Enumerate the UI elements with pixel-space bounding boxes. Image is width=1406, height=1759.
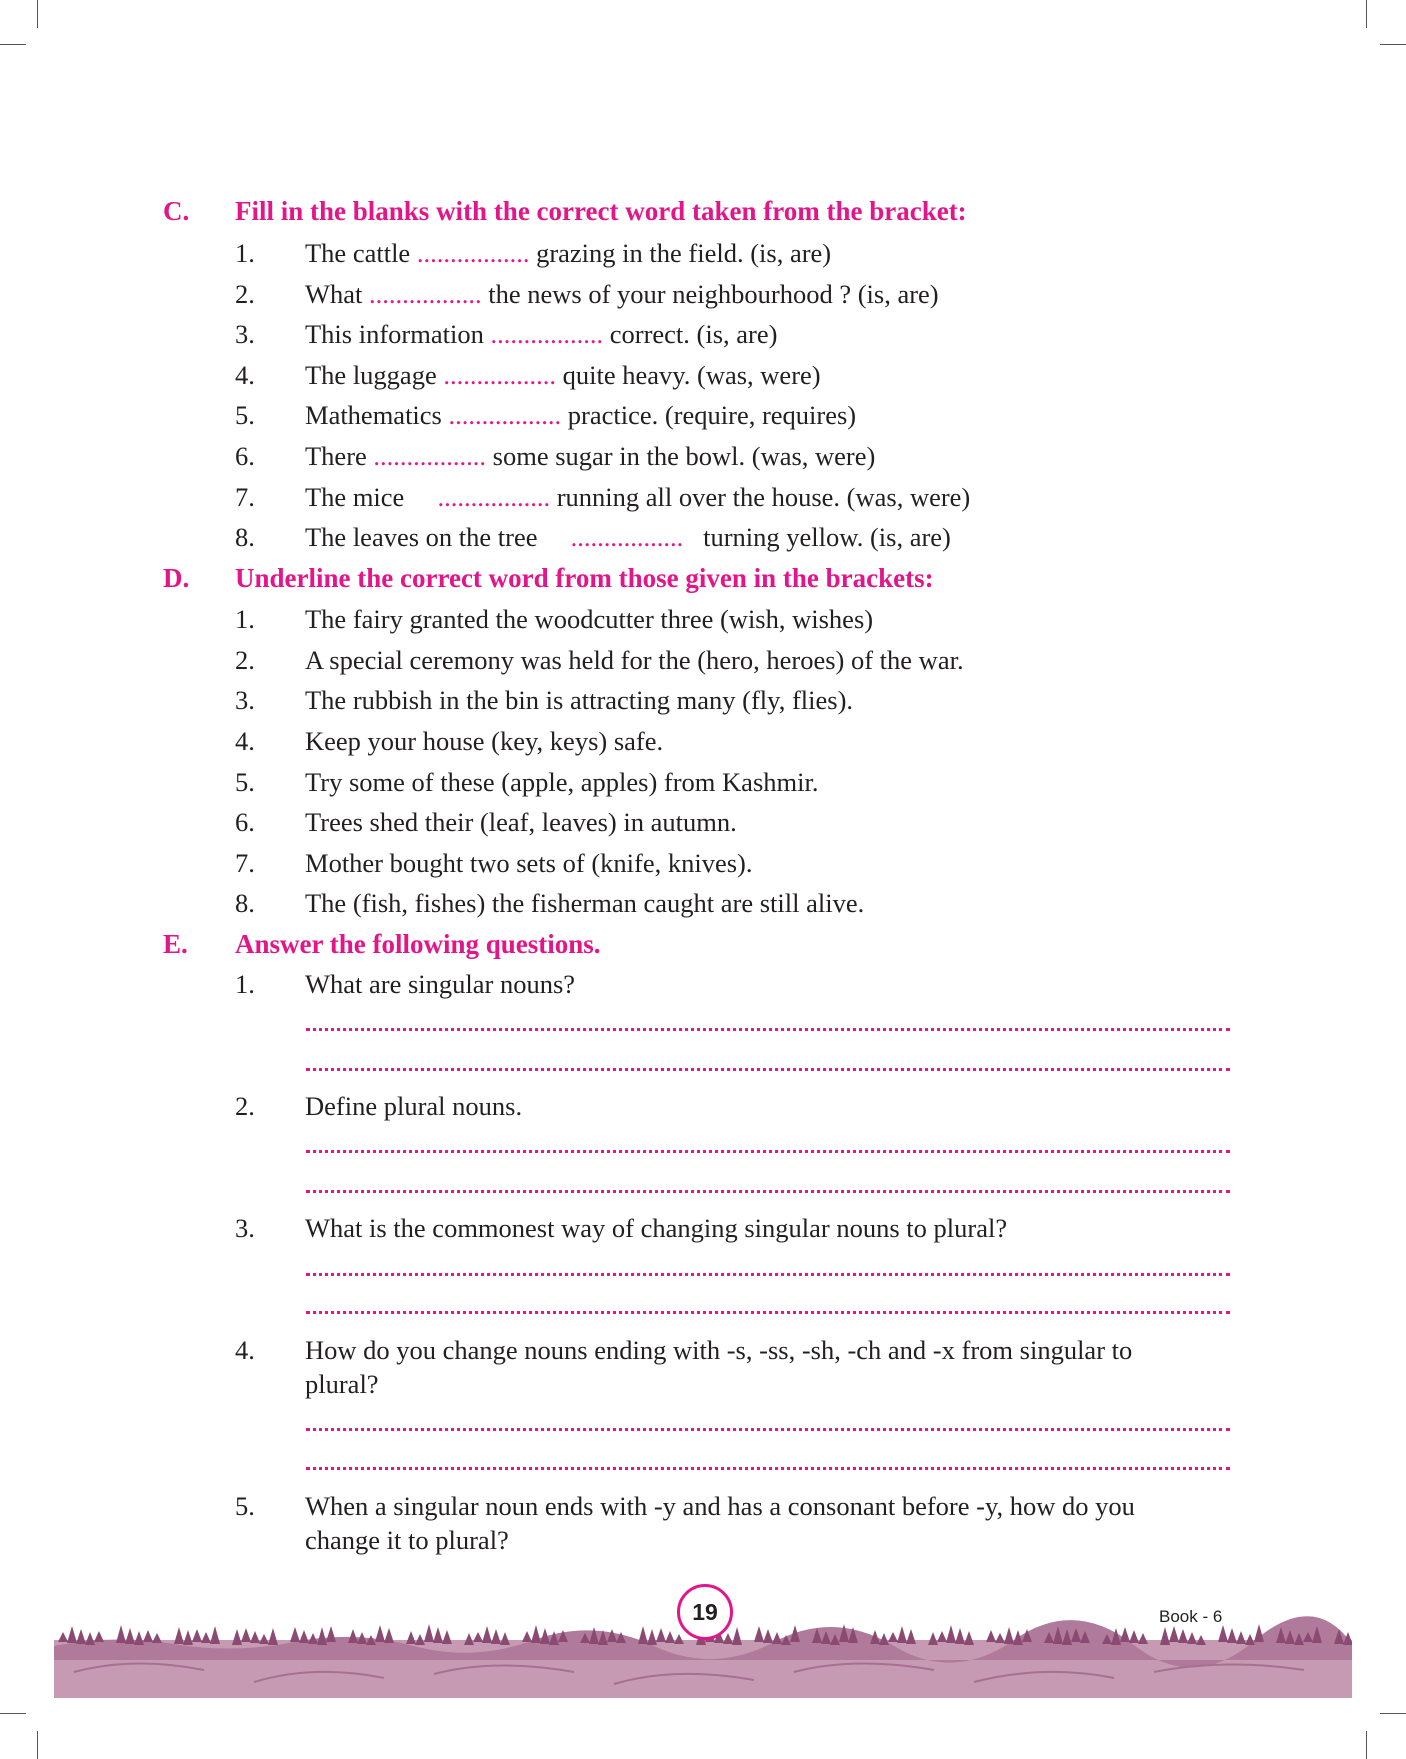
tree-icon — [143, 1630, 153, 1642]
answer-line[interactable] — [306, 1150, 1230, 1153]
item-number: 3. — [235, 1213, 255, 1243]
tree-icon — [1138, 1633, 1148, 1644]
tree-icon — [464, 1633, 474, 1645]
item-number: 4. — [235, 726, 255, 756]
tree-icon — [116, 1625, 126, 1643]
answer-line[interactable] — [306, 1467, 1230, 1470]
item-number: 1. — [235, 969, 255, 999]
tree-icon — [192, 1629, 202, 1642]
blank[interactable]: ................. — [490, 319, 604, 349]
tree-icon — [85, 1632, 95, 1645]
tree-icon — [1004, 1627, 1014, 1644]
item-number: 6. — [235, 807, 255, 837]
answer-line[interactable] — [306, 1028, 1230, 1031]
item-text: A special ceremony was held for the (hero, heroes) of the war. — [305, 645, 964, 675]
tree-icon — [259, 1634, 269, 1644]
item-text: Trees shed their (leaf, leaves) in autumn. — [305, 807, 737, 837]
tree-icon — [986, 1630, 996, 1642]
crop-mark — [1366, 0, 1367, 28]
item-number: 4. — [235, 1335, 255, 1365]
question-text: How do you change nouns ending with -s, -ss, -sh, -ch and -x from singular to — [305, 1335, 1133, 1365]
tree-icon — [1129, 1630, 1139, 1643]
tree-icon — [946, 1625, 956, 1643]
item-number: 8. — [235, 888, 255, 918]
tree-icon — [384, 1628, 394, 1643]
tree-icon — [406, 1631, 416, 1644]
tree-icon — [1245, 1634, 1255, 1645]
section-title: Underline the correct word from those given in the brackets: — [235, 563, 934, 593]
item-text: The rubbish in the bin is attracting many (fly, flies). — [305, 685, 854, 715]
tree-icon — [1160, 1627, 1170, 1645]
tree-icon — [500, 1632, 510, 1645]
item-text: The mice ................. running all over the house. (was, were) — [305, 482, 971, 512]
tree-icon — [433, 1627, 443, 1643]
crop-mark — [37, 0, 38, 28]
item-text: The luggage ................. quite heavy. (was, were) — [305, 360, 821, 390]
tree-icon — [473, 1632, 483, 1642]
tree-icon — [888, 1632, 898, 1642]
tree-icon — [125, 1628, 135, 1644]
section-title: Fill in the blanks with the correct word taken from the bracket: — [235, 196, 967, 226]
tree-icon — [732, 1627, 742, 1645]
blank[interactable]: ................. — [369, 279, 482, 309]
blank[interactable]: ................. — [416, 238, 530, 268]
question-text: When a singular noun ends with -y and has a consonant before -y, how do you — [305, 1491, 1135, 1521]
tree-icon — [995, 1633, 1005, 1643]
item-number: 8. — [235, 522, 255, 552]
tree-icon — [317, 1627, 327, 1645]
item-text: The fairy granted the woodcutter three (wish, wishes) — [305, 604, 874, 634]
item-number: 3. — [235, 685, 255, 715]
section-letter: C. — [163, 196, 190, 226]
item-text: The cattle ................. grazing in the field. (is, are) — [305, 238, 832, 268]
tree-icon — [665, 1631, 675, 1643]
item-text: Try some of these (apple, apples) from Kashmir. — [305, 767, 819, 797]
item-number: 2. — [235, 1091, 255, 1121]
tree-icon — [674, 1634, 684, 1644]
tree-icon — [1169, 1626, 1179, 1642]
tree-icon — [134, 1631, 144, 1645]
crop-mark — [1380, 44, 1406, 45]
tree-icon — [763, 1629, 773, 1643]
tree-icon — [268, 1628, 278, 1645]
tree-icon — [531, 1625, 541, 1643]
tree-icon — [482, 1626, 492, 1643]
answer-line[interactable] — [306, 1068, 1230, 1071]
crop-mark — [0, 44, 26, 45]
item-text: Mother bought two sets of (knife, knives). — [305, 848, 753, 878]
item-text: What ................. the news of your neighbourhood ? (is, are) — [305, 279, 939, 309]
tree-icon — [906, 1629, 916, 1644]
item-text: The (fish, fishes) the fisherman caught are still alive. — [305, 888, 865, 918]
section-title: Answer the following questions. — [235, 929, 601, 959]
tree-icon — [348, 1629, 358, 1643]
item-number: 6. — [235, 441, 255, 471]
item-number: 7. — [235, 482, 255, 512]
section-letter: E. — [163, 929, 188, 959]
tree-icon — [424, 1624, 434, 1642]
tree-icon — [442, 1630, 452, 1644]
tree-icon — [1178, 1629, 1188, 1643]
tree-icon — [1187, 1632, 1197, 1644]
item-text: There ................. some sugar in the bowl. (was, were) — [305, 441, 876, 471]
tree-icon — [522, 1631, 532, 1642]
answer-line[interactable] — [306, 1428, 1230, 1431]
item-number: 5. — [235, 767, 255, 797]
answer-line[interactable] — [306, 1311, 1230, 1314]
item-text: Mathematics ................. practice. (require, requires) — [305, 400, 857, 430]
section-letter: D. — [163, 563, 190, 593]
tree-icon — [937, 1631, 947, 1642]
item-text: The leaves on the tree ................. turning yellow. (is, are) — [305, 522, 951, 552]
question-text: Define plural nouns. — [305, 1091, 523, 1121]
item-number: 4. — [235, 360, 255, 390]
tree-icon — [76, 1629, 86, 1644]
answer-line[interactable] — [306, 1190, 1230, 1193]
tree-icon — [67, 1626, 77, 1643]
crop-mark — [37, 1731, 38, 1759]
tree-icon — [955, 1628, 965, 1644]
answer-line[interactable] — [306, 1273, 1230, 1276]
question-text: What is the commonest way of changing singular nouns to plural? — [305, 1213, 1008, 1243]
tree-icon — [772, 1632, 782, 1644]
tree-icon — [299, 1630, 309, 1643]
item-text: Keep your house (key, keys) safe. — [305, 726, 664, 756]
page-number-badge: 19 — [677, 1584, 733, 1640]
tree-icon — [375, 1625, 385, 1642]
item-number: 1. — [235, 604, 255, 634]
tree-icon — [491, 1629, 501, 1644]
tree-icon — [754, 1626, 764, 1642]
item-number: 1. — [235, 238, 255, 268]
tree-icon — [964, 1631, 974, 1645]
crop-mark — [0, 1713, 26, 1714]
tree-icon — [928, 1632, 938, 1645]
book-label: Book - 6 — [1159, 1607, 1223, 1626]
question-text: plural? — [305, 1369, 379, 1399]
tree-icon — [897, 1626, 907, 1643]
tree-icon — [210, 1626, 220, 1644]
tree-icon — [290, 1627, 300, 1642]
item-number: 2. — [235, 645, 255, 675]
tree-icon — [250, 1631, 260, 1643]
item-number: 7. — [235, 848, 255, 878]
tree-icon — [723, 1633, 733, 1644]
tree-icon — [1236, 1631, 1246, 1644]
item-text: This information ................. correct. (is, are) — [305, 319, 778, 349]
question-text: What are singular nouns? — [305, 969, 576, 999]
tree-icon — [326, 1626, 336, 1642]
blank[interactable]: ................. — [443, 360, 556, 390]
crop-mark — [1380, 1713, 1406, 1714]
tree-icon — [1254, 1624, 1264, 1642]
tree-icon — [241, 1628, 251, 1642]
tree-icon — [232, 1629, 242, 1645]
crop-mark — [1366, 1731, 1367, 1759]
item-number: 5. — [235, 400, 255, 430]
tree-icon — [152, 1633, 162, 1643]
tree-icon — [201, 1632, 211, 1643]
blank[interactable]: ................. — [437, 482, 551, 512]
item-number: 2. — [235, 279, 255, 309]
tree-icon — [58, 1632, 68, 1642]
tree-icon — [174, 1627, 184, 1644]
tree-icon — [647, 1629, 657, 1645]
blank[interactable]: ................. — [373, 441, 487, 471]
tree-icon — [183, 1630, 193, 1645]
question-text: change it to plural? — [305, 1525, 509, 1555]
item-number: 5. — [235, 1491, 255, 1521]
tree-icon — [415, 1634, 425, 1645]
blank[interactable]: ................. — [570, 522, 684, 552]
tree-icon — [94, 1631, 104, 1642]
tree-icon — [1218, 1625, 1228, 1642]
tree-icon — [1120, 1627, 1130, 1642]
tree-icon — [638, 1626, 648, 1644]
item-number: 3. — [235, 319, 255, 349]
blank[interactable]: ................. — [448, 400, 562, 430]
tree-icon — [656, 1628, 666, 1642]
tree-icon — [1227, 1628, 1237, 1643]
